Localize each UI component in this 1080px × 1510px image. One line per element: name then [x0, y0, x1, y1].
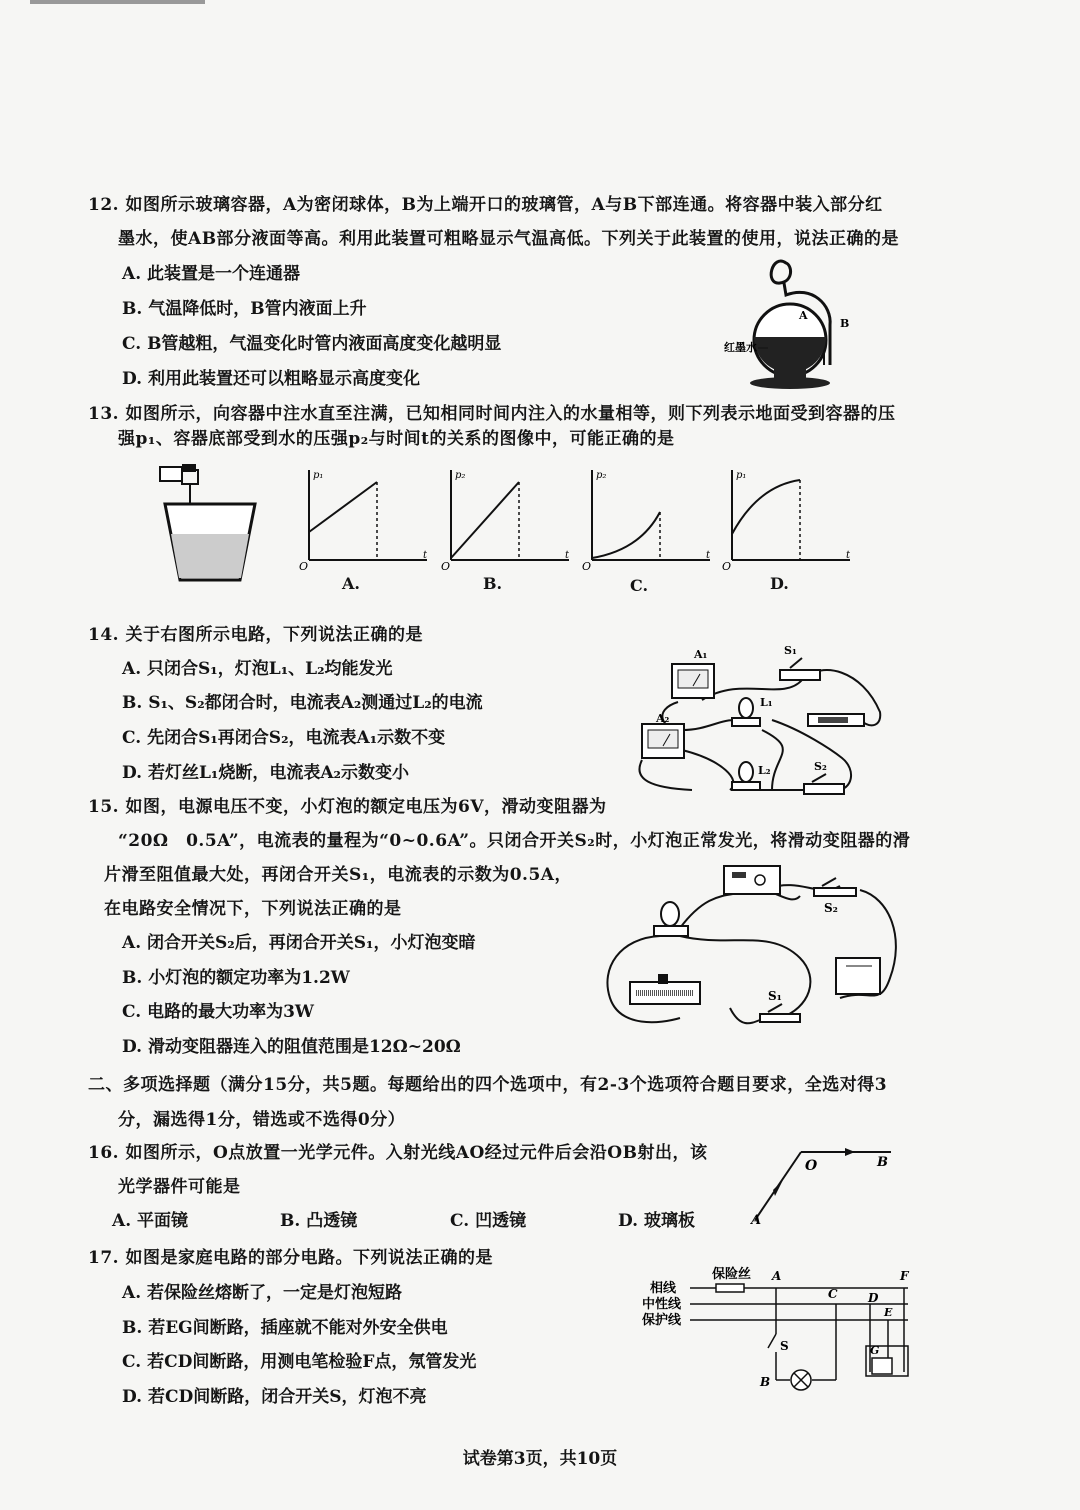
- q14-option-d: D. 若灯丝L₁烧断，电流表A₂示数变小: [122, 763, 410, 783]
- q15-option-c: C. 电路的最大功率为3W: [122, 1002, 314, 1022]
- q16-light-ray-figure: [745, 1138, 905, 1230]
- q12-stem-line2: 墨水，使AB部分液面等高。利用此装置可粗略显示气温高低。下列关于此装置的使用，说法正确的是: [118, 229, 900, 249]
- q13-graph-c-xlabel: t: [706, 550, 711, 561]
- q14-option-b: B. S₁、S₂都闭合时，电流表A₂测通过L₂的电流: [122, 693, 483, 713]
- q13-graph-a: [295, 462, 435, 572]
- q17-option-b: B. 若EG间断路，插座就不能对外安全供电: [122, 1318, 448, 1338]
- q12-flask-figure: [720, 255, 870, 395]
- q17-fig-label-c: C: [828, 1287, 838, 1301]
- q17-stem: 17. 如图是家庭电路的部分电路。下列说法正确的是: [88, 1248, 493, 1268]
- q17-fig-label-neutral: 中性线: [642, 1297, 682, 1312]
- q17-fig-label-b: B: [760, 1375, 771, 1389]
- q15-option-d: D. 滑动变阻器连入的阻值范围是12Ω~20Ω: [122, 1037, 461, 1057]
- q17-option-a: A. 若保险丝熔断了，一定是灯泡短路: [122, 1283, 403, 1303]
- q16-fig-label-a: A: [751, 1213, 762, 1228]
- q17-fig-label-f: F: [900, 1269, 909, 1283]
- q14-option-a: A. 只闭合S₁，灯泡L₁、L₂均能发光: [122, 659, 393, 679]
- q16-option-c: C. 凹透镜: [450, 1211, 527, 1231]
- q14-fig-label-a2: A₂: [656, 712, 670, 725]
- q14-circuit-figure: [632, 640, 892, 810]
- q13-graph-b-xlabel: t: [565, 550, 570, 561]
- scan-edge-mark: [30, 0, 205, 4]
- q12-option-a: A. 此装置是一个连通器: [122, 264, 301, 284]
- q15-stem-line1: 15. 如图，电源电压不变，小灯泡的额定电压为6V，滑动变阻器为: [88, 797, 607, 817]
- q15-stem-line2: “20Ω 0.5A”，电流表的量程为“0~0.6A”。只闭合开关S₂时，小灯泡正常发光，将滑动变阻器的滑: [118, 831, 911, 851]
- q16-stem-line2: 光学器件可能是: [118, 1177, 241, 1197]
- q14-fig-label-s1: S₁: [784, 644, 797, 657]
- q13-container-figure: [155, 462, 275, 587]
- q13-graph-a-origin: O: [299, 560, 309, 572]
- q13-graph-a-xlabel: t: [423, 550, 428, 561]
- q12-option-d: D. 利用此装置还可以粗略显示高度变化: [122, 369, 420, 389]
- q15-stem-line4: 在电路安全情况下，下列说法正确的是: [104, 899, 402, 919]
- q16-fig-label-o: O: [805, 1158, 818, 1174]
- q13-graph-c-ylabel: p₂: [596, 470, 607, 481]
- q16-option-d: D. 玻璃板: [618, 1211, 695, 1231]
- q17-fig-label-s: S: [780, 1339, 789, 1353]
- q17-option-d: D. 若CD间断路，闭合开关S，灯泡不亮: [122, 1387, 427, 1407]
- q13-graph-d: [718, 462, 858, 572]
- q14-fig-label-l1: L₁: [760, 696, 773, 709]
- q16-option-b: B. 凸透镜: [280, 1211, 358, 1231]
- q16-stem-line1: 16. 如图所示，O点放置一光学元件。入射光线AO经过元件后会沿OB射出，该: [88, 1143, 708, 1163]
- q12-option-b: B. 气温降低时，B管内液面上升: [122, 299, 367, 319]
- q13-graph-b-letter: B.: [483, 574, 503, 593]
- q17-fig-label-d: D: [868, 1291, 879, 1305]
- q14-option-c: C. 先闭合S₁再闭合S₂，电流表A₁示数不变: [122, 728, 446, 748]
- q13-graph-c-letter: C.: [630, 576, 649, 595]
- q13-graph-d-origin: O: [722, 560, 732, 572]
- q13-graph-b-origin: O: [441, 560, 451, 572]
- q12-fig-label-a: A: [799, 309, 808, 322]
- q12-option-c: C. B管越粗，气温变化时管内液面高度变化越明显: [122, 334, 502, 354]
- q15-option-a: A. 闭合开关S₂后，再闭合开关S₁，小灯泡变暗: [122, 933, 476, 953]
- section2-heading-line2: 分，漏选得1分，错选或不选得0分）: [118, 1110, 406, 1130]
- q13-graph-c: [578, 462, 718, 572]
- q14-stem: 14. 关于右图所示电路，下列说法正确的是: [88, 625, 423, 645]
- q14-fig-label-s2: S₂: [814, 760, 827, 773]
- q15-fig-label-s2: S₂: [824, 901, 838, 915]
- q17-fig-label-live: 相线: [650, 1281, 677, 1296]
- q15-circuit-figure: [600, 858, 910, 1036]
- q17-fig-label-g: G: [870, 1344, 880, 1357]
- section2-heading-line1: 二、多项选择题（满分15分，共5题。每题给出的四个选项中，有2-3个选项符合题目要求，全选对得3: [88, 1075, 888, 1095]
- q15-stem-line3: 片滑至阻值最大处，再闭合开关S₁，电流表的示数为0.5A，: [104, 865, 572, 885]
- q14-fig-label-l2: L₂: [758, 764, 771, 777]
- page-footer: 试卷第3页，共10页: [462, 1449, 618, 1469]
- q12-stem-line1: 12. 如图所示玻璃容器，A为密闭球体，B为上端开口的玻璃管，A与B下部连通。将容器中装入部分红: [88, 195, 883, 215]
- q17-fig-label-e: E: [884, 1306, 893, 1319]
- q13-graph-d-xlabel: t: [846, 550, 851, 561]
- q13-graph-d-ylabel: p₁: [736, 470, 747, 481]
- q13-graph-b-ylabel: p₂: [455, 470, 466, 481]
- q17-household-circuit-figure: [640, 1262, 915, 1392]
- q13-graph-a-letter: A.: [342, 574, 360, 593]
- q16-fig-label-b: B: [877, 1155, 888, 1170]
- q13-graph-c-origin: O: [582, 560, 592, 572]
- q12-fig-label-b: B: [840, 317, 850, 330]
- q13-stem-line1: 13. 如图所示，向容器中注水直至注满，已知相同时间内注入的水量相等，则下列表示地面受到容器的压: [88, 404, 896, 424]
- q15-option-b: B. 小灯泡的额定功率为1.2W: [122, 968, 350, 988]
- q17-fig-label-earth: 保护线: [642, 1313, 682, 1328]
- q13-stem-line2: 强p₁、容器底部受到水的压强p₂与时间t的关系的图像中，可能正确的是: [118, 429, 675, 449]
- q13-graph-b: [437, 462, 577, 572]
- q13-graph-a-ylabel: p₁: [313, 470, 324, 481]
- q14-fig-label-a1: A₁: [694, 648, 708, 661]
- q15-fig-label-s1: S₁: [768, 989, 782, 1003]
- q16-option-a: A. 平面镜: [112, 1211, 189, 1231]
- q13-graph-d-letter: D.: [770, 574, 789, 593]
- q12-fig-label-ink: 红墨水: [724, 341, 757, 354]
- q17-fig-label-fuse: 保险丝: [712, 1267, 752, 1282]
- q17-fig-label-a: A: [772, 1269, 782, 1283]
- q17-option-c: C. 若CD间断路，用测电笔检验F点，氖管发光: [122, 1352, 477, 1372]
